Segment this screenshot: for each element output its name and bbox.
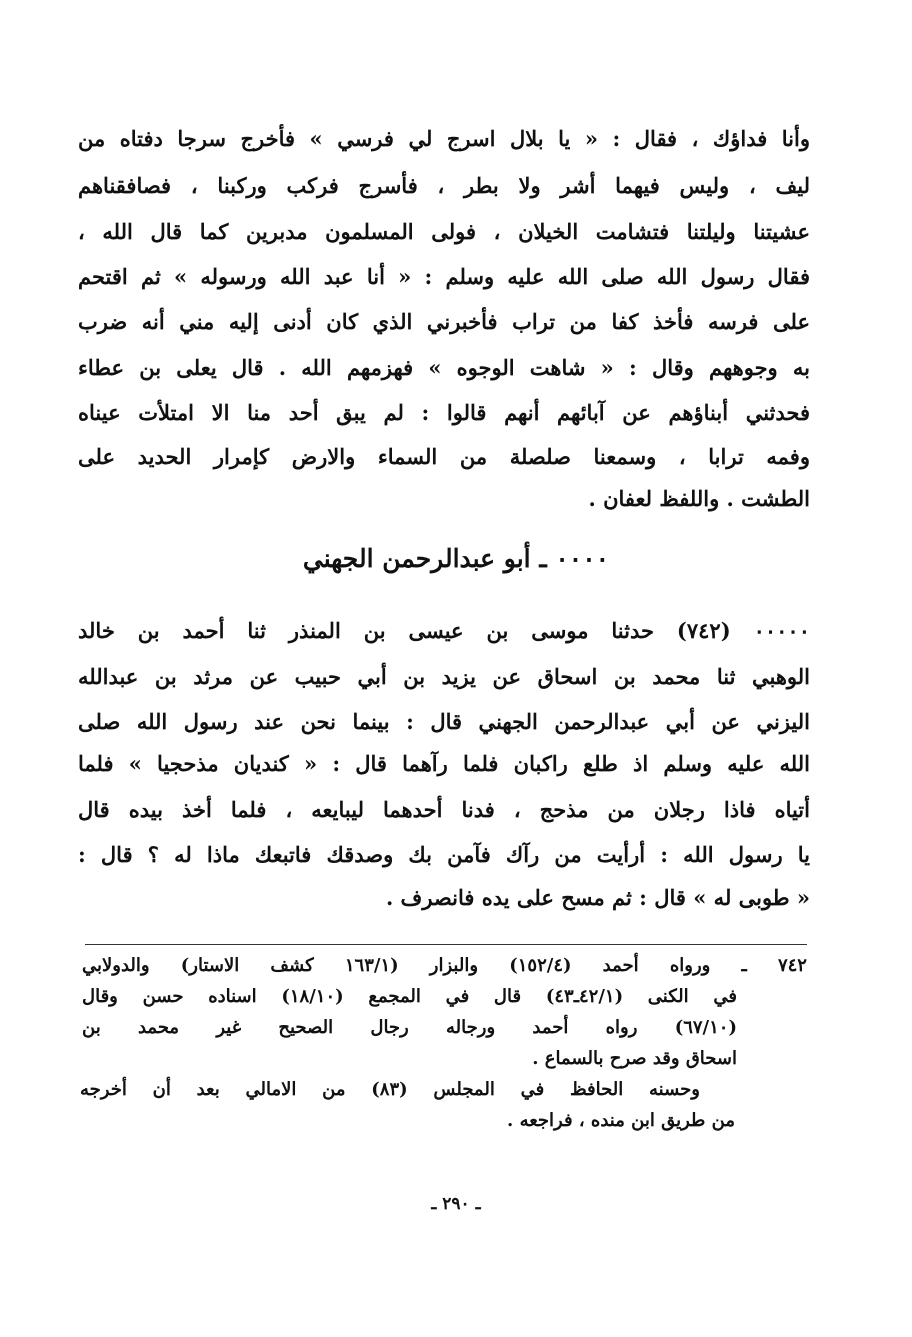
text-line: الطشت . واللفظ لعفان . [588,486,810,511]
text-line: وأنا فداؤك ، فقال : « يا بلال اسرج لي فرسي » فأخرج سرجا دفتاه من [78,126,810,151]
text-line: ٠٠٠٠٠ (٧٤٢) حدثنا موسى بن عيسى بن المنذر ثنا أحمد بن خالد [78,618,810,643]
text-line: يا رسول الله : أرأيت من رآك فآمن بك وصدقك فاتبعك ماذا له ؟ قال : [78,842,810,867]
footnote-line: ٧٤٢ ـ ورواه أحمد (١٥٢/٤) والبزار (١٦٣/١ كشف الاستار) والدولابي [82,955,807,976]
text-line: وفمه ترابا ، وسمعنا صلصلة من السماء والارض كإمرار الحديد على [78,444,810,469]
text-line: الوهبي ثنا محمد بن اسحاق عن يزيد بن أبي حبيب عن مرثد بن عبدالله [78,664,810,689]
text-line: فحدثني أبناؤهم عن آبائهم أنهم قالوا : لم يبق أحد منا الا امتلأت عيناه [78,400,810,425]
page-number: ـ ٢٩٠ ـ [431,1194,481,1214]
footnote-line: في الكنى (٤٢/١ـ٤٣) قال في المجمع (١٨/١٠) اسناده حسن وقال [82,986,737,1007]
text-line: به وجوههم وقال : « شاهت الوجوه » فهزمهم الله . قال يعلى بن عطاء [78,355,810,380]
footnote-divider [85,944,807,945]
text-line: ليف ، وليس فيهما أشر ولا بطر ، فأسرج فركب وركبنا ، فصافقناهم [78,173,810,198]
text-line: اليزني عن أبي عبدالرحمن الجهني قال : بينما نحن عند رسول الله صلى [78,709,810,734]
text-line: أتياه فاذا رجلان من مذحج ، فدنا أحدهما ليبايعه ، فلما أخذ بيده قال [78,797,810,822]
text-line: الله عليه وسلم اذ طلع راكبان فلما رآهما قال : « كنديان مذحجيا » فلما [78,751,810,776]
section-heading: ٠٠٠٠ ـ أبو عبدالرحمن الجهني [302,544,610,573]
footnote-line: (٦٧/١٠) رواه أحمد ورجاله رجال الصحيح غير محمد بن [82,1017,737,1038]
footnote-line: من طريق ابن منده ، فراجعه . [507,1110,735,1131]
text-line: فقال رسول الله صلى الله عليه وسلم : « أنا عبد الله ورسوله » ثم اقتحم [78,264,810,289]
footnote-line: وحسنه الحافظ في المجلس (٨٣) من الامالي بعد أن أخرجه [80,1079,700,1100]
text-line: عشيتنا وليلتنا فتشامت الخيلان ، فولى المسلمون مدبرين كما قال الله ، [78,219,810,244]
footnote-line: اسحاق وقد صرح بالسماع . [532,1048,737,1069]
text-line: على فرسه فأخذ كفا من تراب فأخبرني الذي كان أدنى إليه مني أنه ضرب [78,309,810,334]
text-line: « طوبى له » قال : ثم مسح على يده فانصرف . [385,885,810,910]
